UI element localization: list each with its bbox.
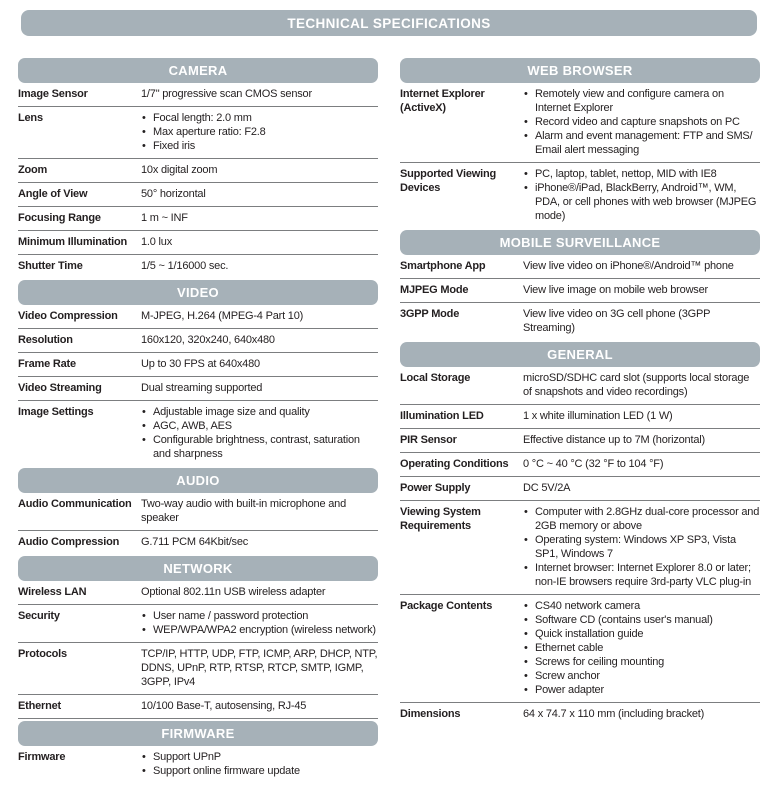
page-title: TECHNICAL SPECIFICATIONS	[21, 10, 757, 36]
spec-label: 3GPP Mode	[400, 308, 460, 320]
left-column	[18, 56, 378, 783]
spec-value: DC 5V/2A	[523, 482, 571, 494]
spec-value: 10/100 Base-T, autosensing, RJ-45	[141, 700, 307, 712]
spec-label: PIR Sensor	[400, 434, 457, 446]
spec-value: Effective distance up to 7M (horizontal)	[523, 434, 705, 446]
spec-value: View live video on iPhone®/Android™ phone	[523, 260, 734, 272]
spec-label: Resolution	[18, 334, 73, 346]
spec-value: Two-way audio with built-in microphone and speaker	[141, 498, 346, 524]
spec-row-lens	[18, 107, 378, 159]
spec-row-frame-rate	[18, 353, 378, 377]
spec-row-image-settings	[18, 401, 378, 466]
spec-row-mjpeg-mode	[400, 279, 760, 303]
bullet-list	[141, 111, 378, 153]
spec-value: Up to 30 FPS at 640x480	[141, 358, 260, 370]
spec-row-zoom	[18, 159, 378, 183]
section-header-audio: AUDIO	[18, 468, 378, 493]
spec-label: Video Compression	[18, 310, 118, 322]
spec-label: Wireless LAN	[18, 586, 87, 598]
spec-label: Package Contents	[400, 600, 493, 612]
spec-row-minimum-illumination	[18, 231, 378, 255]
spec-label: Firmware	[18, 751, 66, 763]
spec-row-audio-compression	[18, 531, 378, 554]
spec-value: Dual streaming supported	[141, 382, 263, 394]
section-header-firmware: FIRMWARE	[18, 721, 378, 746]
bullet-list	[523, 87, 760, 157]
bullet-list	[523, 599, 760, 697]
spec-row-ethernet	[18, 695, 378, 719]
spec-row-smartphone-app	[400, 255, 760, 279]
spec-label: Supported Viewing Devices	[400, 168, 497, 194]
spec-label: Video Streaming	[18, 382, 102, 394]
spec-row-operating-conditions	[400, 453, 760, 477]
spec-label: Ethernet	[18, 700, 62, 712]
spec-label: Viewing System Requirements	[400, 506, 481, 532]
bullet-item: • PC, laptop, tablet, nettop, MID with IE8	[523, 167, 760, 181]
spec-row-video-streaming	[18, 377, 378, 401]
spec-label: Audio Compression	[18, 536, 120, 548]
bullet-item: • Operating system: Windows XP SP3, Vista SP1, Windows 7	[523, 533, 760, 561]
spec-value: 0 °C ~ 40 °C (32 °F to 104 °F)	[523, 458, 664, 470]
spec-row-viewing-system-requirements	[400, 501, 760, 595]
bullet-item: • Focal length: 2.0 mm	[141, 111, 378, 125]
spec-row-package-contents	[400, 595, 760, 703]
spec-label: Lens	[18, 112, 43, 124]
spec-label: Protocols	[18, 648, 67, 660]
spec-label: Power Supply	[400, 482, 471, 494]
spec-row-3gpp-mode	[400, 303, 760, 340]
spec-value: 1/5 ~ 1/16000 sec.	[141, 260, 229, 272]
spec-label: Image Settings	[18, 406, 94, 418]
spec-row-angle-of-view	[18, 183, 378, 207]
bullet-item: • Power adapter	[523, 683, 760, 697]
bullet-item: • CS40 network camera	[523, 599, 760, 613]
spec-value: 1.0 lux	[141, 236, 173, 248]
spec-row-supported-viewing-devices	[400, 163, 760, 228]
spec-label: Angle of View	[18, 188, 88, 200]
bullet-list	[141, 750, 378, 778]
spec-row-audio-communication	[18, 493, 378, 531]
spec-value: View live video on 3G cell phone (3GPP Streaming)	[523, 308, 711, 334]
spec-value: View live image on mobile web browser	[523, 284, 708, 296]
spec-label: Local Storage	[400, 372, 471, 384]
bullet-list	[141, 405, 378, 461]
spec-label: Internet Explorer (ActiveX)	[400, 88, 485, 114]
bullet-list	[523, 167, 760, 223]
spec-row-security	[18, 605, 378, 643]
bullet-item: • WEP/WPA/WPA2 encryption (wireless network)	[141, 623, 378, 637]
spec-label: Shutter Time	[18, 260, 83, 272]
spec-label: Zoom	[18, 164, 48, 176]
bullet-item: • Computer with 2.8GHz dual-core processor and 2GB memory or above	[523, 505, 760, 533]
spec-value: TCP/IP, HTTP, UDP, FTP, ICMP, ARP, DHCP, NTP, DDNS, UPnP, RTP, RTSP, RTCP, SMTP, IGMP, 3GPP, IPv4	[141, 648, 378, 688]
spec-value: M-JPEG, H.264 (MPEG-4 Part 10)	[141, 310, 304, 322]
spec-row-illumination-led	[400, 405, 760, 429]
spec-row-power-supply	[400, 477, 760, 501]
section-header-network: NETWORK	[18, 556, 378, 581]
bullet-item: • Screws for ceiling mounting	[523, 655, 760, 669]
spec-value: 10x digital zoom	[141, 164, 218, 176]
bullet-item: • AGC, AWB, AES	[141, 419, 378, 433]
bullet-item: • Fixed iris	[141, 139, 378, 153]
spec-value: Optional 802.11n USB wireless adapter	[141, 586, 326, 598]
spec-row-wireless-lan	[18, 581, 378, 605]
bullet-item: • iPhone®/iPad, BlackBerry, Android™, WM, PDA, or cell phones with web browser (MJPEG mode)	[523, 181, 760, 223]
spec-value: 50° horizontal	[141, 188, 206, 200]
spec-label: Illumination LED	[400, 410, 484, 422]
bullet-item: • Quick installation guide	[523, 627, 760, 641]
spec-row-firmware	[18, 746, 378, 783]
spec-label: Image Sensor	[18, 88, 88, 100]
spec-row-local-storage	[400, 367, 760, 405]
bullet-item: • Support online firmware update	[141, 764, 378, 778]
spec-row-protocols	[18, 643, 378, 695]
section-header-video: VIDEO	[18, 280, 378, 305]
spec-label: MJPEG Mode	[400, 284, 469, 296]
bullet-list	[141, 609, 378, 637]
spec-row-focusing-range	[18, 207, 378, 231]
bullet-item: • Software CD (contains user's manual)	[523, 613, 760, 627]
spec-row-dimensions	[400, 703, 760, 726]
spec-label: Audio Communication	[18, 498, 132, 510]
spec-label: Security	[18, 610, 60, 622]
right-column	[400, 56, 760, 783]
spec-value: 1 m ~ INF	[141, 212, 188, 224]
bullet-item: • Support UPnP	[141, 750, 378, 764]
section-header-camera: CAMERA	[18, 58, 378, 83]
section-header-web-browser: WEB BROWSER	[400, 58, 760, 83]
spec-label: Minimum Illumination	[18, 236, 128, 248]
spec-columns	[18, 56, 763, 783]
spec-value: G.711 PCM 64Kbit/sec	[141, 536, 249, 548]
spec-row-shutter-time	[18, 255, 378, 278]
spec-row-internet-explorer-activex	[400, 83, 760, 163]
section-header-mobile-surveillance: MOBILE SURVEILLANCE	[400, 230, 760, 255]
spec-value: 1 x white illumination LED (1 W)	[523, 410, 673, 422]
bullet-item: • Remotely view and configure camera on Internet Explorer	[523, 87, 760, 115]
bullet-list	[523, 505, 760, 589]
bullet-item: • Adjustable image size and quality	[141, 405, 378, 419]
spec-value: 160x120, 320x240, 640x480	[141, 334, 275, 346]
bullet-item: • Internet browser: Internet Explorer 8.0 or later; non-IE browsers require 3rd-party VLC plug-in	[523, 561, 760, 589]
bullet-item: • Max aperture ratio: F2.8	[141, 125, 378, 139]
bullet-item: • User name / password protection	[141, 609, 378, 623]
spec-row-video-compression	[18, 305, 378, 329]
spec-value: 64 x 74.7 x 110 mm (including bracket)	[523, 708, 705, 720]
spec-label: Frame Rate	[18, 358, 76, 370]
spec-label: Focusing Range	[18, 212, 101, 224]
spec-label: Operating Conditions	[400, 458, 509, 470]
spec-row-image-sensor	[18, 83, 378, 107]
spec-row-resolution	[18, 329, 378, 353]
bullet-item: • Configurable brightness, contrast, saturation and sharpness	[141, 433, 378, 461]
spec-row-pir-sensor	[400, 429, 760, 453]
bullet-item: • Screw anchor	[523, 669, 760, 683]
section-header-general: GENERAL	[400, 342, 760, 367]
bullet-item: • Ethernet cable	[523, 641, 760, 655]
bullet-item: • Record video and capture snapshots on PC	[523, 115, 760, 129]
spec-value: 1/7" progressive scan CMOS sensor	[141, 88, 312, 100]
bullet-item: • Alarm and event management: FTP and SMS/ Email alert messaging	[523, 129, 760, 157]
spec-label: Dimensions	[400, 708, 461, 720]
spec-value: microSD/SDHC card slot (supports local storage of snapshots and video recordings)	[523, 372, 750, 398]
spec-label: Smartphone App	[400, 260, 486, 272]
